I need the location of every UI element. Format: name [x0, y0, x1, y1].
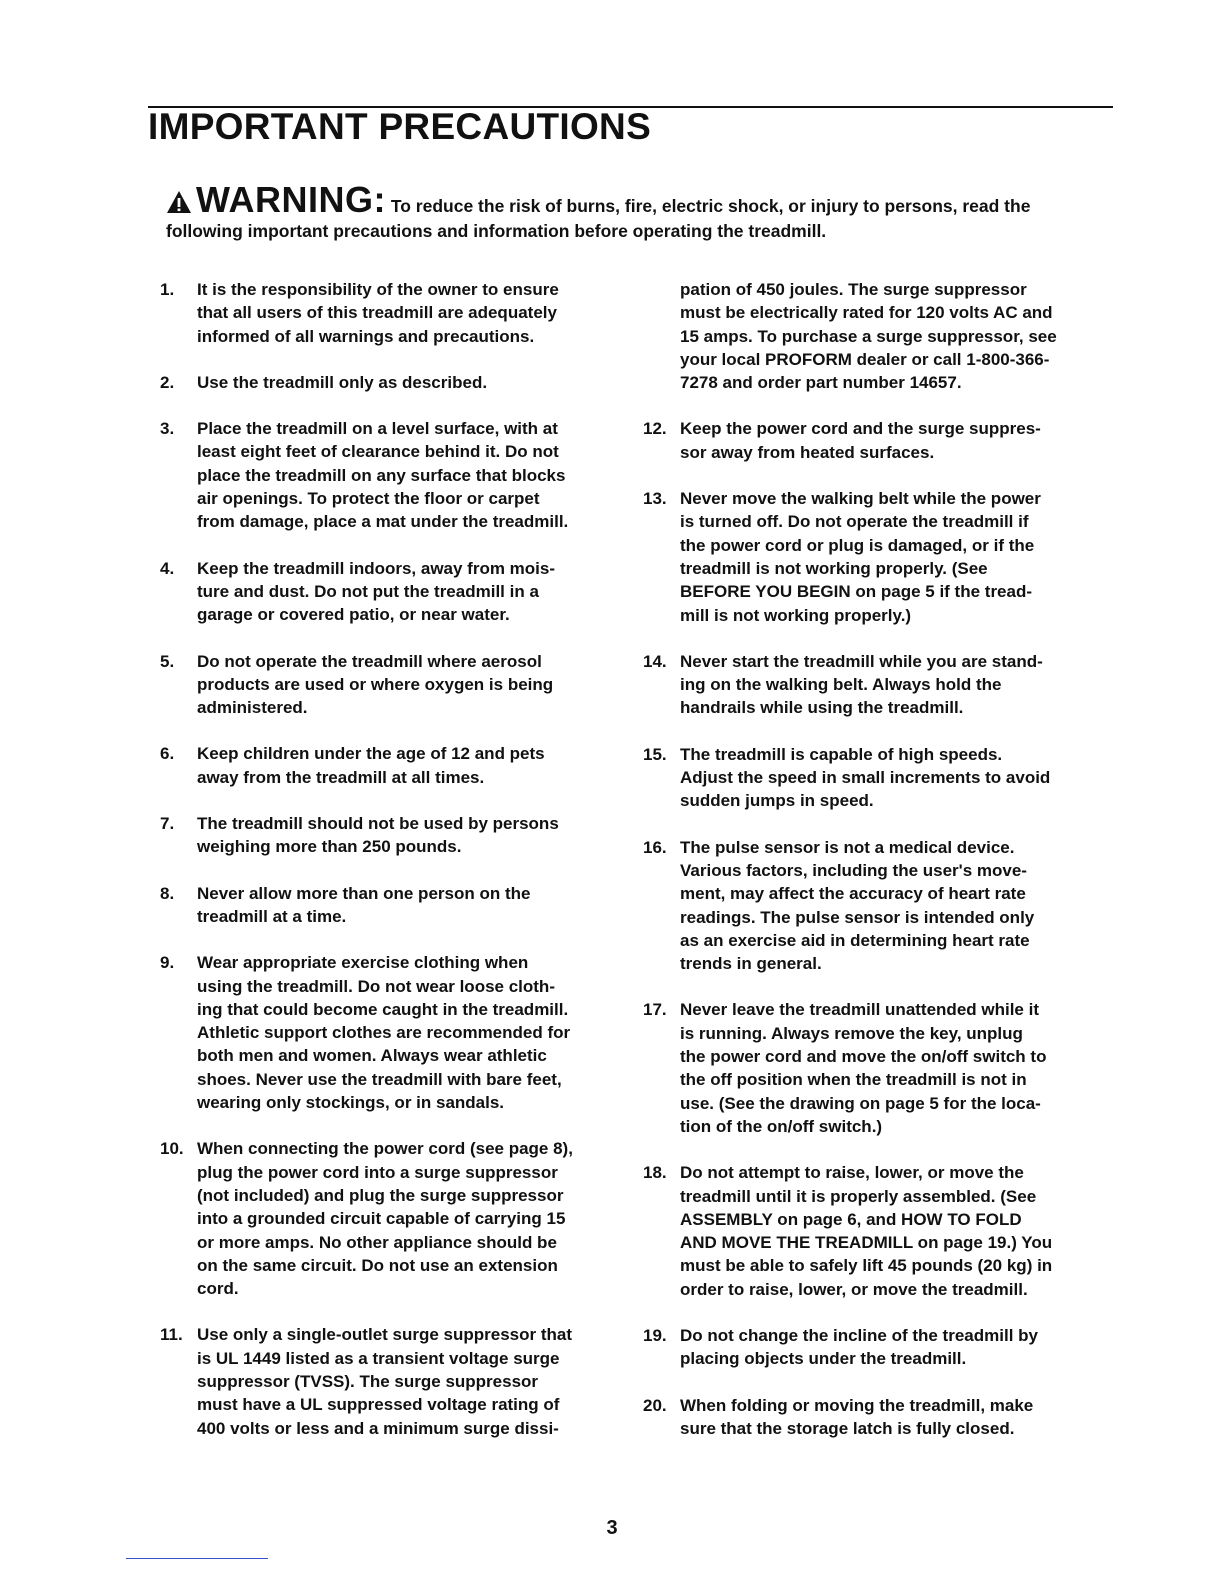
precaution-item: [160, 417, 622, 533]
precaution-item: [160, 1323, 622, 1439]
item-text: Use only a single-outlet surge suppressor that is UL 1449 listed as a transient voltage surge suppressor (TVSS). The surge suppressor must have a UL suppressed voltage rating of 400 volts or less and a minimum surge dissi-: [197, 1325, 573, 1438]
footnote-rule: [126, 1558, 268, 1559]
warning-text: To reduce the risk of burns, fire, electric shock, or injury to persons, read the following important precautions and information before operating the treadmill.: [166, 196, 1031, 241]
precaution-item-continuation: [643, 278, 1113, 394]
item-number: 13.: [643, 489, 667, 509]
precautions-right-column: [643, 278, 1113, 1440]
item-text: pation of 450 joules. The surge suppressor must be electrically rated for 120 volts AC and 15 amps. To purchase a surge suppressor, see your local PROFORM dealer or call 1-800-366- 7278 and order part number 14657.: [680, 280, 1057, 393]
item-text: The treadmill should not be used by persons weighing more than 250 pounds.: [197, 814, 559, 857]
item-text: Never start the treadmill while you are stand- ing on the walking belt. Always hold the handrails while using the treadmill.: [680, 651, 1043, 718]
precaution-item: [643, 650, 1113, 720]
item-text: Never allow more than one person on the treadmill at a time.: [197, 883, 531, 926]
precaution-item: [160, 812, 622, 859]
item-number: 16.: [643, 837, 667, 857]
warning-statement: [166, 179, 1111, 243]
warning-label: WARNING:: [196, 179, 386, 220]
item-number: 18.: [643, 1163, 667, 1183]
item-number: 14.: [643, 651, 667, 671]
item-number: 8.: [160, 883, 175, 903]
precaution-item: [160, 557, 622, 627]
precaution-item: [160, 371, 622, 394]
item-number: 5.: [160, 651, 175, 671]
precaution-item: [160, 1137, 622, 1300]
item-number: 19.: [643, 1325, 667, 1345]
item-text: When connecting the power cord (see page 8), plug the power cord into a surge suppressor (not included) and plug the surge suppressor into a grounded circuit capable of carrying 15 or more amps. No other appliance should be on the same circuit. Do not use an extension cord.: [197, 1139, 573, 1299]
item-text: Keep children under the age of 12 and pets away from the treadmill at all times.: [197, 744, 545, 787]
item-number: 12.: [643, 419, 667, 439]
item-number: 15.: [643, 744, 667, 764]
item-number: 10.: [160, 1139, 184, 1159]
page-title: IMPORTANT PRECAUTIONS: [148, 106, 652, 147]
warning-triangle-icon: [166, 190, 192, 220]
item-text: Do not operate the treadmill where aerosol products are used or where oxygen is being administered.: [197, 651, 554, 718]
item-number: 20.: [643, 1395, 667, 1415]
item-text: Keep the power cord and the surge suppres- sor away from heated surfaces.: [680, 419, 1041, 462]
precaution-item: [160, 278, 622, 348]
precaution-item: [160, 882, 622, 929]
item-text: Keep the treadmill indoors, away from mois- ture and dust. Do not put the treadmill in a garage or covered patio, or near water.: [197, 558, 556, 625]
item-text: Use the treadmill only as described.: [197, 372, 488, 392]
item-number: 2.: [160, 372, 175, 392]
item-number: 1.: [160, 280, 175, 299]
item-text: Do not change the incline of the treadmill by placing objects under the treadmill.: [680, 1325, 1038, 1369]
item-text: Place the treadmill on a level surface, with at least eight feet of clearance behind it. Do not place the treadmill on any surface that blocks air openings. To protect the floor or carpet from damage, place a mat under the treadmill.: [197, 419, 569, 532]
item-number: 17.: [643, 1000, 667, 1020]
precaution-item: [643, 836, 1113, 976]
item-text: The pulse sensor is not a medical device. Various factors, including the user's move- ment, may affect the accuracy of heart rate readings. The pulse sensor is intended only as an exercise aid in determining heart rate trends in general.: [680, 837, 1035, 974]
item-text: Never move the walking belt while the power is turned off. Do not operate the treadmill if the power cord or plug is damaged, or if the treadmill is not working properly. (See BEFORE YOU BEGIN on page 5 if the tread- mill is not working properly.): [680, 489, 1041, 625]
precaution-item: [643, 1324, 1113, 1371]
item-number: 4.: [160, 558, 175, 578]
precaution-item: [160, 650, 622, 720]
precaution-item: [643, 487, 1113, 627]
item-text: When folding or moving the treadmill, make sure that the storage latch is fully closed.: [680, 1395, 1034, 1438]
item-number: 6.: [160, 744, 175, 764]
item-number: 11.: [160, 1325, 183, 1345]
item-text: It is the responsibility of the owner to ensure that all users of this treadmill are adequately informed of all warnings and precautions.: [197, 280, 559, 346]
precaution-item: [643, 998, 1113, 1138]
item-text: The treadmill is capable of high speeds. Adjust the speed in small increments to avoid sudden jumps in speed.: [680, 744, 1051, 811]
item-text: Never leave the treadmill unattended while it is running. Always remove the key, unplug the power cord and move the on/off switch to the off position when the treadmill is not in use. (See the drawing on page 5 for the loca- tion of the on/off switch.): [680, 1000, 1047, 1136]
item-text: Wear appropriate exercise clothing when using the treadmill. Do not wear loose cloth- ing that could become caught in the treadmill. Athletic support clothes are recommended for both men and women. Always wear athletic shoes. Never use the treadmill with bare feet, wearing only stockings, or in sandals.: [197, 953, 571, 1113]
item-number: 3.: [160, 419, 175, 439]
precaution-item: [643, 743, 1113, 813]
page-number: 3: [606, 1517, 618, 1539]
item-number: 7.: [160, 814, 175, 834]
item-text: Do not attempt to raise, lower, or move the treadmill until it is properly assembled. (See ASSEMBLY on page 6, and HOW TO FOLD AND MOVE THE TREADMILL on page 19.) You must be able to safely lift 45 pounds (20 kg) in order to raise, lower, or move the treadmill.: [680, 1163, 1053, 1299]
precaution-item: [160, 951, 622, 1114]
precaution-item: [643, 417, 1113, 464]
precaution-item: [160, 742, 622, 789]
precaution-item: [643, 1161, 1113, 1301]
precautions-left-column: [160, 278, 622, 1440]
item-number: 9.: [160, 953, 175, 973]
precaution-item: [643, 1394, 1113, 1441]
